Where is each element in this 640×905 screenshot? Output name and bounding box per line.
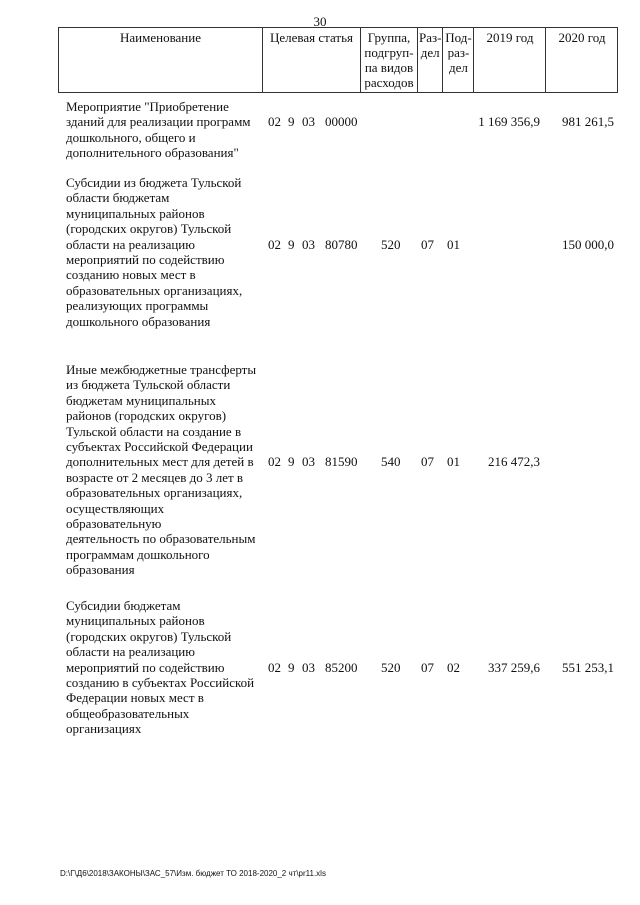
row-name — [66, 598, 261, 737]
row-name-line: организациях — [66, 721, 142, 737]
row-name — [66, 99, 261, 161]
code-budget-program: 02 — [268, 454, 281, 470]
expense-group-cell: 520 — [381, 236, 401, 252]
row-name-line: дошкольного, общего и — [66, 129, 196, 145]
table-row — [0, 598, 640, 737]
code-program-type: 9 — [288, 114, 295, 130]
file-path-footer: D:\Г\Д6\2018\ЗАКОНЫ\ЗАС_57\Изм. бюджет ТО 2018-2020_2 чт\pr11.xls — [60, 869, 326, 878]
code-budget-program: 02 — [268, 659, 281, 675]
row-name-line: дополнительного образования" — [66, 145, 239, 161]
row-name-line: из бюджета Тульской области — [66, 377, 231, 393]
expense-group-cell: 520 — [381, 659, 401, 675]
header-expense-group: Группа, подгруп- па видов расходов — [361, 28, 418, 93]
row-name-line: (городских округов) Тульской — [66, 628, 232, 644]
row-name-line: Иные межбюджетные трансферты — [66, 362, 257, 377]
amount-2019: 216 472,3 — [488, 454, 540, 470]
row-name — [66, 362, 261, 578]
table-header — [58, 27, 618, 93]
row-name-line: муниципальных районов — [66, 613, 205, 629]
code-budget-program: 02 — [268, 114, 281, 130]
row-name-line: созданию новых мест в — [66, 267, 196, 283]
table-row — [0, 175, 640, 329]
row-name-line: области на реализацию — [66, 236, 195, 252]
row-name-line: общеобразовательных — [66, 705, 190, 721]
row-name-line: Тульской области на создание в — [66, 423, 242, 439]
header-2019: 2019 год — [474, 28, 546, 93]
row-name-line: субъектах Российской Федерации — [66, 439, 253, 455]
code-program-type: 9 — [288, 454, 295, 470]
row-name-line: мероприятий по содействию — [66, 659, 225, 675]
code-direction: 85200 — [325, 659, 358, 675]
row-name-line: дополнительных мест для детей в — [66, 454, 254, 470]
row-name-line: дошкольного образования — [66, 313, 211, 329]
row-name-line: бюджетам муниципальных — [66, 392, 216, 408]
row-name-line: образования — [66, 562, 135, 578]
header-name: Наименование — [59, 28, 263, 93]
row-name — [66, 175, 261, 329]
row-name-line: Мероприятие "Приобретение — [66, 99, 229, 114]
code-subprogram: 03 — [302, 236, 315, 252]
row-name-line: зданий для реализации программ — [66, 114, 251, 130]
code-program-type: 9 — [288, 659, 295, 675]
row-name-line: области на реализацию — [66, 644, 195, 660]
row-name-line: деятельность по образовательным — [66, 531, 256, 547]
code-program-type: 9 — [288, 236, 295, 252]
code-subprogram: 03 — [302, 454, 315, 470]
table-row — [0, 362, 640, 578]
code-direction: 80780 — [325, 236, 358, 252]
row-name-line: области бюджетам — [66, 190, 170, 206]
code-subprogram: 03 — [302, 659, 315, 675]
subsection-cell: 02 — [447, 659, 460, 675]
header-section: Раз- дел — [418, 28, 443, 93]
section-cell: 07 — [421, 236, 434, 252]
amount-2019: 1 169 356,9 — [478, 114, 540, 130]
amount-2019: 337 259,6 — [488, 659, 540, 675]
subsection-cell: 01 — [447, 236, 460, 252]
section-cell: 07 — [421, 659, 434, 675]
row-name-line: осуществляющих образовательную — [66, 500, 165, 532]
row-name-line: Субсидии из бюджета Тульской — [66, 175, 242, 190]
row-name-line: (городских округов) Тульской — [66, 221, 232, 237]
header-target-article: Целевая статья — [263, 28, 361, 93]
row-name-line: программам дошкольного — [66, 546, 210, 562]
row-name-line: муниципальных районов — [66, 205, 205, 221]
row-name-line: районов (городских округов) — [66, 408, 227, 424]
header-subsection: Под- раз- дел — [443, 28, 474, 93]
row-name-line: Субсидии бюджетам — [66, 598, 181, 613]
page-number: 30 — [313, 14, 327, 29]
code-direction: 00000 — [325, 114, 358, 130]
row-name-line: возрасте от 2 месяцев до 3 лет в — [66, 469, 244, 485]
row-name-line: созданию в субъектах Российской — [66, 675, 255, 691]
expense-group-cell: 540 — [381, 454, 401, 470]
row-name-line: образовательных организациях, — [66, 282, 243, 298]
header-2020: 2020 год — [546, 28, 618, 93]
amount-2020: 551 253,1 — [562, 659, 614, 675]
amount-2020: 981 261,5 — [562, 114, 614, 130]
code-direction: 81590 — [325, 454, 358, 470]
row-name-line: Федерации новых мест в — [66, 690, 204, 706]
section-cell: 07 — [421, 454, 434, 470]
row-name-line: мероприятий по содействию — [66, 252, 225, 268]
code-budget-program: 02 — [268, 236, 281, 252]
subsection-cell: 01 — [447, 454, 460, 470]
row-name-line: образовательных организациях, — [66, 485, 243, 501]
row-name-line: реализующих программы — [66, 298, 209, 314]
amount-2020: 150 000,0 — [562, 236, 614, 252]
table-row — [0, 99, 640, 161]
code-subprogram: 03 — [302, 114, 315, 130]
